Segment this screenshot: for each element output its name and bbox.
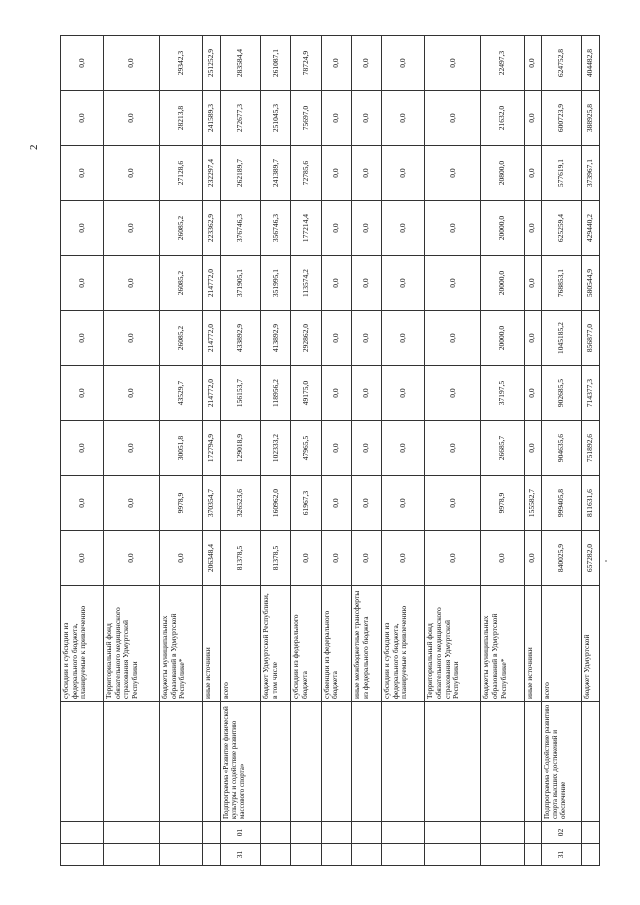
value-cell: 232297,4 [203,146,220,201]
program-name-cell [481,702,524,822]
scan-speck [605,560,607,562]
value-cell: 0,0 [382,256,425,311]
table-row [321,36,351,866]
program-name-cell: Подпрограмма «Развитие физической культуры и содействие развитию массового спорта» [220,702,261,822]
table-row [351,36,381,866]
value-cell: 351995,1 [261,256,291,311]
value-cell: 78724,9 [291,36,321,91]
value-cell: 0,0 [524,146,541,201]
pp-code-cell [104,822,160,844]
pp-code-cell [351,822,381,844]
table-row [160,36,203,866]
value-cell: 223362,9 [203,201,220,256]
value-cell: 0,0 [61,476,104,531]
value-cell: 0,0 [351,146,381,201]
gp-code-cell [351,844,381,866]
pp-code-cell [481,822,524,844]
value-cell: 624752,8 [541,36,582,91]
value-cell: 26085,2 [160,256,203,311]
table-row [541,36,582,866]
value-cell: 0,0 [382,366,425,421]
program-name-cell [321,702,351,822]
program-name-cell [582,702,600,822]
value-cell: 113574,2 [291,256,321,311]
value-cell: 0,0 [321,36,351,91]
value-cell: 0,0 [351,311,381,366]
value-cell: 0,0 [321,531,351,586]
value-cell: 0,0 [351,476,381,531]
value-cell: 0,0 [351,256,381,311]
value-cell: 0,0 [61,256,104,311]
value-cell: 81378,5 [220,531,261,586]
value-cell: 0,0 [321,311,351,366]
value-cell: 0,0 [425,366,481,421]
value-cell: 370354,7 [203,476,220,531]
table-row [291,36,321,866]
value-cell: 0,0 [321,256,351,311]
gp-code-cell [481,844,524,866]
pp-code-cell [382,822,425,844]
value-cell: 102333,2 [261,421,291,476]
value-cell: 49175,0 [291,366,321,421]
value-cell: 160962,0 [261,476,291,531]
value-cell: 37197,5 [481,366,524,421]
value-cell: 26085,2 [160,201,203,256]
value-cell: 0,0 [524,256,541,311]
value-cell: 0,0 [351,91,381,146]
value-cell: 26085,2 [160,311,203,366]
pp-code-cell [321,822,351,844]
value-cell: 0,0 [351,421,381,476]
funding-source-cell: субсидии и субсидии из федерального бюджета, планируемые к привлечению [61,586,104,702]
table-body [61,36,600,866]
table-row [582,36,600,866]
value-cell: 241389,7 [261,146,291,201]
gp-code-cell [203,844,220,866]
gp-code-cell [321,844,351,866]
table-row [220,36,261,866]
value-cell: 177214,4 [291,201,321,256]
funding-source-cell: бюджет Удмуртской Республики, в том числе [261,586,291,702]
value-cell: 0,0 [104,201,160,256]
program-name-cell [524,702,541,822]
table-row [382,36,425,866]
value-cell: 251045,3 [261,91,291,146]
value-cell: 30051,8 [160,421,203,476]
funding-source-cell: всего [220,586,261,702]
program-name-cell [382,702,425,822]
value-cell: 20000,0 [481,311,524,366]
value-cell: 0,0 [351,366,381,421]
funding-source-cell: субсидии из федерального бюджета [291,586,321,702]
value-cell: 262189,7 [220,146,261,201]
value-cell: 72785,6 [291,146,321,201]
program-name-cell [425,702,481,822]
program-name-cell [61,702,104,822]
value-cell: 0,0 [425,421,481,476]
value-cell: 751892,6 [582,421,600,476]
table-row [61,36,104,866]
value-cell: 0,0 [104,36,160,91]
value-cell: 26685,7 [481,421,524,476]
value-cell: 429440,2 [582,201,600,256]
gp-code-cell: 31 [220,844,261,866]
value-cell: 0,0 [351,36,381,91]
funding-source-cell: всего [541,586,582,702]
gp-code-cell [291,844,321,866]
value-cell: 433892,9 [220,311,261,366]
pp-code-cell [425,822,481,844]
value-cell: 1045185,2 [541,311,582,366]
value-cell: 902685,5 [541,366,582,421]
value-cell: 326523,6 [220,476,261,531]
pp-code-cell [524,822,541,844]
program-name-cell [160,702,203,822]
value-cell: 9978,9 [481,476,524,531]
table-row [104,36,160,866]
funding-source-cell: бюджет Удмуртской [582,586,600,702]
value-cell: 0,0 [351,201,381,256]
value-cell: 625259,4 [541,201,582,256]
value-cell: 29342,3 [160,36,203,91]
value-cell: 27128,6 [160,146,203,201]
value-cell: 129018,9 [220,421,261,476]
value-cell: 999405,8 [541,476,582,531]
value-cell: 904635,6 [541,421,582,476]
funding-source-cell: бюджеты муниципальных образований в Удмуртской Республике* [160,586,203,702]
page-number: 2 [28,144,40,150]
value-cell: 172794,9 [203,421,220,476]
value-cell: 0,0 [104,146,160,201]
value-cell: 388925,8 [582,91,600,146]
value-cell: 0,0 [291,531,321,586]
gp-code-cell: 31 [541,844,582,866]
table-row [481,36,524,866]
value-cell: 0,0 [104,366,160,421]
value-cell: 283584,4 [220,36,261,91]
gp-code-cell [425,844,481,866]
pp-code-cell: 01 [220,822,261,844]
value-cell: 657282,0 [582,531,600,586]
value-cell: 0,0 [425,201,481,256]
program-name-cell [351,702,381,822]
value-cell: 0,0 [524,201,541,256]
value-cell: 20000,0 [481,201,524,256]
funding-source-cell: иные межбюджетные трансферты из федерального бюджета [351,586,381,702]
table-row [425,36,481,866]
value-cell: 241589,3 [203,91,220,146]
table-row [524,36,541,866]
value-cell: 580544,9 [582,256,600,311]
value-cell: 0,0 [321,146,351,201]
pp-code-cell [160,822,203,844]
gp-code-cell [61,844,104,866]
value-cell: 20800,0 [481,146,524,201]
value-cell: 155582,7 [524,476,541,531]
value-cell: 22497,3 [481,36,524,91]
value-cell: 811631,6 [582,476,600,531]
value-cell: 0,0 [524,36,541,91]
value-cell: 43529,7 [160,366,203,421]
funding-source-cell: Территориальный фонд обязательного медицинского страхования Удмуртской Республики [425,586,481,702]
program-name-cell [203,702,220,822]
funding-source-cell: бюджеты муниципальных образований в Удмуртской Республике* [481,586,524,702]
value-cell: 356746,3 [261,201,291,256]
gp-code-cell [382,844,425,866]
value-cell: 75697,0 [291,91,321,146]
value-cell: 20000,0 [481,256,524,311]
funding-source-cell: иные источники [203,586,220,702]
pp-code-cell: 02 [541,822,582,844]
value-cell: 577619,1 [541,146,582,201]
value-cell: 0,0 [524,531,541,586]
pp-code-cell [291,822,321,844]
value-cell: 9978,9 [160,476,203,531]
program-name-cell: Подпрограмма «Содействие развитию спорта высших достижений и обеспечение [541,702,582,822]
value-cell: 856877,0 [582,311,600,366]
value-cell: 251252,9 [203,36,220,91]
gp-code-cell [582,844,600,866]
value-cell: 292862,0 [291,311,321,366]
value-cell: 0,0 [61,366,104,421]
gp-code-cell [524,844,541,866]
value-cell: 206348,4 [203,531,220,586]
funding-source-cell: субвенции из федерального бюджета [321,586,351,702]
value-cell: 61967,3 [291,476,321,531]
gp-code-cell [160,844,203,866]
value-cell: 0,0 [321,366,351,421]
value-cell: 47965,5 [291,421,321,476]
value-cell: 0,0 [382,421,425,476]
value-cell: 0,0 [524,91,541,146]
value-cell: 0,0 [382,476,425,531]
value-cell: 0,0 [382,201,425,256]
funding-source-cell: Территориальный фонд обязательного медицинского страхования Удмуртской Республики [104,586,160,702]
value-cell: 118956,2 [261,366,291,421]
value-cell: 373967,1 [582,146,600,201]
value-cell: 0,0 [321,421,351,476]
value-cell: 0,0 [425,531,481,586]
value-cell: 28213,8 [160,91,203,146]
value-cell: 0,0 [382,531,425,586]
gp-code-cell [261,844,291,866]
value-cell: 0,0 [104,531,160,586]
value-cell: 0,0 [321,91,351,146]
value-cell: 156153,7 [220,366,261,421]
value-cell: 0,0 [351,531,381,586]
value-cell: 371905,1 [220,256,261,311]
value-cell: 0,0 [425,311,481,366]
value-cell: 0,0 [425,36,481,91]
value-cell: 404482,8 [582,36,600,91]
value-cell: 0,0 [425,256,481,311]
funding-source-cell: субсидии и субсидии из федерального бюджета, планируемые к привлечению [382,586,425,702]
program-name-cell [291,702,321,822]
value-cell: 214772,0 [203,366,220,421]
pp-code-cell [582,822,600,844]
gp-code-cell [104,844,160,866]
value-cell: 0,0 [61,421,104,476]
value-cell: 0,0 [382,146,425,201]
value-cell: 0,0 [61,36,104,91]
budget-table [60,35,600,866]
value-cell: 0,0 [425,146,481,201]
value-cell: 0,0 [382,36,425,91]
value-cell: 214772,0 [203,311,220,366]
value-cell: 0,0 [61,311,104,366]
value-cell: 600723,9 [541,91,582,146]
value-cell: 0,0 [61,146,104,201]
value-cell: 0,0 [524,311,541,366]
value-cell: 0,0 [524,421,541,476]
value-cell: 272677,3 [220,91,261,146]
value-cell: 714377,3 [582,366,600,421]
value-cell: 0,0 [382,91,425,146]
value-cell: 840025,9 [541,531,582,586]
value-cell: 413892,9 [261,311,291,366]
value-cell: 0,0 [61,201,104,256]
value-cell: 0,0 [321,201,351,256]
value-cell: 0,0 [104,476,160,531]
table-row [261,36,291,866]
value-cell: 0,0 [382,311,425,366]
value-cell: 768853,1 [541,256,582,311]
value-cell: 0,0 [104,256,160,311]
value-cell: 81378,5 [261,531,291,586]
value-cell: 21632,0 [481,91,524,146]
value-cell: 376746,3 [220,201,261,256]
value-cell: 0,0 [104,421,160,476]
value-cell: 0,0 [61,531,104,586]
value-cell: 0,0 [321,476,351,531]
value-cell: 0,0 [61,91,104,146]
pp-code-cell [203,822,220,844]
program-name-cell [261,702,291,822]
budget-table-rotated [60,36,600,866]
value-cell: 0,0 [425,91,481,146]
pp-code-cell [261,822,291,844]
value-cell: 0,0 [160,531,203,586]
value-cell: 0,0 [104,311,160,366]
program-name-cell [104,702,160,822]
pp-code-cell [61,822,104,844]
value-cell: 0,0 [425,476,481,531]
value-cell: 214772,0 [203,256,220,311]
value-cell: 0,0 [481,531,524,586]
value-cell: 261087,1 [261,36,291,91]
funding-source-cell: иные источники [524,586,541,702]
value-cell: 0,0 [104,91,160,146]
value-cell: 0,0 [524,366,541,421]
table-row [203,36,220,866]
